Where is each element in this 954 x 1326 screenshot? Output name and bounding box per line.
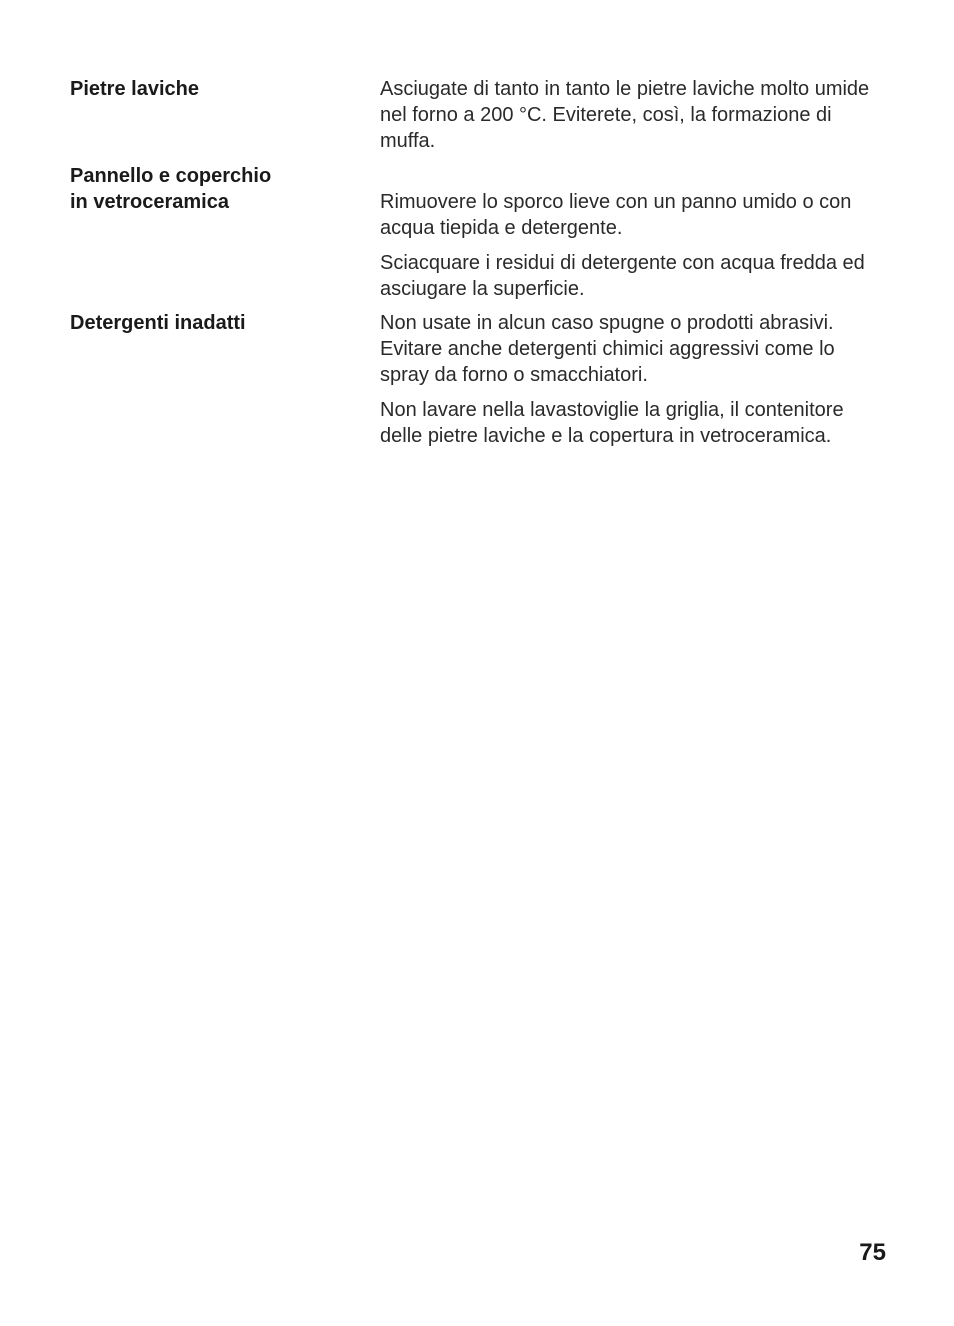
page-number: 75 [859, 1239, 886, 1266]
section-paragraph: Asciugate di tanto in tanto le pietre laviche molto umide nel forno a 200 °C. Eviterete, così, la formazione di muffa. [380, 78, 870, 152]
section-label-pietre-laviche: Pietre laviche [70, 78, 199, 100]
section-paragraph: Non lavare nella lavastoviglie la griglia, il contenitore delle pietre laviche e la copertura in vetroceramica. [380, 399, 844, 447]
section-paragraph: Non usate in alcun caso spugne o prodotti abrasivi. Evitare anche detergenti chimici aggressivi come lo spray da forno o smacchiatori. [380, 312, 835, 386]
section-paragraph: Rimuovere lo sporco lieve con un panno umido o con acqua tiepida e detergente. [380, 191, 852, 239]
section-label-pannello-coperchio: Pannello e coperchio in vetroceramica [70, 165, 272, 213]
section-paragraph: Sciacquare i residui di detergente con acqua fredda ed asciugare la superficie. [380, 252, 865, 300]
section-label-detergenti-inadatti: Detergenti inadatti [70, 312, 246, 334]
